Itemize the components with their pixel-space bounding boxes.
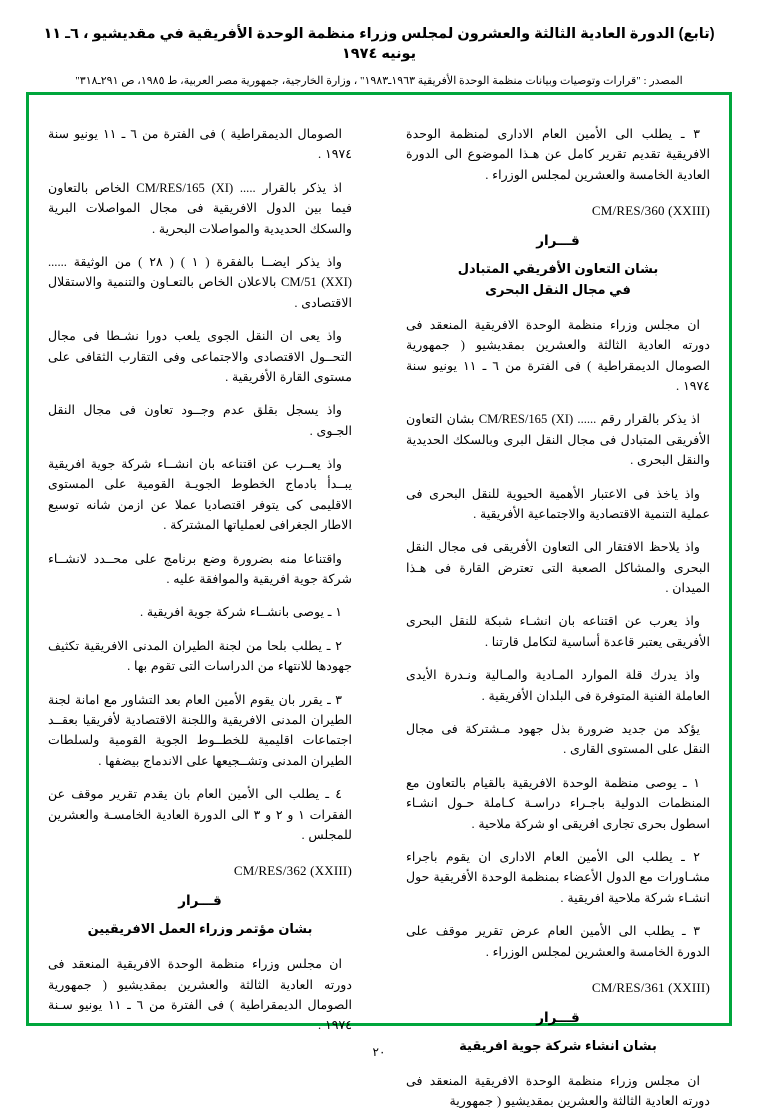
paragraph: ١ ـ يوصى منظمة الوحدة الافريقية بالقيام بالتعاون مع المنظمات الدولية باجـراء دراسـة كـاملة حـول انشـاء اسطول بحرى تجارى افريقى او شركة ملاحية . [406, 775, 710, 831]
paragraph: ٣ ـ يقرر بان يقوم الأمين العام بعد التشاور مع امانة لجنة الطيران المدنى الافريقية واللجنة الاقتصادية لأفريقيا بعقــد اجتماعات اقليمية للخطــوط الجوية القومية ولسلطات الطيران المدنى وتشــجيعها على الاندماج بيضفها . [48, 692, 352, 768]
resolution-subject: بشان مؤتمر وزراء العمل الافريقيين [87, 921, 313, 937]
paragraph: ٣ ـ يطلب الى الأمين العام الادارى لمنظمة الوحدة الافريقية تقديم تقرير كامل عن هـذا الموضوع الى الدورة العادية الخامسة والعشرين لمجلس الوزراء . [406, 127, 710, 182]
paragraph: واذ يسجل بقلق عدم وجــود تعاون فى مجال النقل الجـوى . [48, 403, 352, 438]
paragraph: واذ يعى ان النقل الجوى يلعب دورا نشـطا فى مجال التحــول الاقتصادى والاجتماعى وفى التقارب الثقافى على مستوى القارة الأفريقية . [48, 329, 352, 384]
page-number: ٢٠ [372, 1045, 386, 1059]
resolution-heading: قـــرار [536, 233, 580, 249]
paragraph: ٣ ـ يطلب الى الأمين العام عرض تقرير موقف على الدورة الخامسة والعشرين لمجلس الوزراء . [406, 924, 710, 959]
paragraph: ٢ ـ يطلب بلحا من لجنة الطيران المدنى الافريقية تكثيف جهودها للانتهاء من الدراسات التى تقوم بها . [48, 638, 352, 674]
paragraph: واذ يعــرب عن اقتناعه بان انشــاء شركة جوية افريقية يبــدأ بادماج الخطوط الجويـة القومية على المستوى الاقليمى كى يتوفر اقتصاديا عملا عن ازمن شانه توسيع الاطار الجغرافى لعملياتها المشتركة . [48, 457, 352, 533]
paragraph: اذ يذكر بالقرار ..... CM/RES/165 (XI) الخاص بالتعاون فيما بين الدول الافريقية فى مجال المواصلات البرية والسكك الحديدية والمواصلات البحرية . [48, 180, 352, 236]
page-header [0, 0, 758, 89]
paragraph: يؤكد من جديد ضرورة بذل جهود مـشتركة فى مجال النقل على المستوى القارى . [406, 722, 710, 757]
resolution-subject: بشان التعاون الأفريقي المتبادل في مجال النقل البحرى [457, 261, 659, 297]
paragraph: واذ يدرك قلة الموارد المـادية والمـالية ونـدرة الأيدى العاملة الفنية المتوفرة فى البلدان الأفريقية . [406, 668, 710, 703]
paragraph: الصومال الديمقراطية ) فى الفترة من ٦ ـ ١١ يونيو سنة ١٩٧٤ . [48, 127, 352, 162]
paragraph: واذ يعرب عن اقتناعه بان انشـاء شبكة للنقل البحرى الأفريقى يعتبر قاعدة أساسية لتكامل قارتنا . [406, 614, 710, 649]
column-right [392, 100, 724, 1109]
paragraph: واذ يذكر ايضــا بالفقرة ( ١ ) ( ٢٨ ) من الوثيقة ...... CM/51 (XXI) بالاعلان الخاص بالتعـاون والتنمية والاستقلال الاقتصادى . [48, 254, 352, 310]
paragraph: ٤ ـ يطلب الى الأمين العام بان يقدم تقرير موقف عن الفقرات ١ و ٢ و ٣ الى الدورة العادية الخامسـة والعشرين للمجلس . [48, 787, 352, 842]
source-note: المصدر : "قرارات وتوصيات وبيانات منظمة الوحدة الأفريقية ١٩٦٣ـ١٩٨٣" ، وزارة الخارجية، جمهورية مصر العربية، ط ١٩٨٥، ص ٢٩١ـ٣١٨" [75, 74, 683, 87]
resolution-heading: قـــرار [178, 893, 222, 909]
paragraph: ان مجلس وزراء منظمة الوحدة الافريقية المنعقد فى دورته العادية الثالثة والعشرين بمقديشيو ( جمهورية الصومال الديمقراطية ) فى الفترة من ٦ ـ ١١ يونيو سـنة ١٩٧٤ . [48, 957, 352, 1033]
paragraph: اذ يذكر بالقرار رقم ...... CM/RES/165 (XI) بشان التعاون الأفريقى المتبادل فى مجال النقل البرى وبالسكك الحديدية والنقل البحرى . [406, 412, 710, 468]
page-title: (تابع) الدورة العادية الثالثة والعشرون لمجلس وزراء منظمة الوحدة الأفريقية في مقديشيو ، ٦ـ ١١ يونيه ١٩٧٤ [43, 26, 715, 63]
paragraph: ان مجلس وزراء منظمة الوحدة الافريقية المنعقد فى دورته العادية الثالثة والعشرين بمقديشيو ( جمهورية [406, 1073, 710, 1109]
paragraph: ان مجلس وزراء منظمة الوحدة الافريقية المنعقد فى دورته العادية الثالثة والعشرين بمقديشيو ( جمهورية الصومال الديمقراطية ) فى الفترة من ٦ ـ ١١ يونيو سنة ١٩٧٤ . [406, 317, 710, 393]
paragraph: واذ يلاحظ الافتقار الى التعاون الأفريقى فى مجال النقل البحرى والمشاكل الصعبة التى تعترض القارة فى هـذا الميدان . [406, 540, 710, 596]
paragraph: ٢ ـ يطلب الى الأمين العام الادارى ان يقوم باجراء مشـاورات مع الدول الأعضاء بمنظمة الوحدة الأفريقية حول انشـاء شركة ملاحية افريقية . [406, 849, 710, 905]
resolution-code: CM/RES/362 (XXIII) [233, 863, 352, 879]
paragraph: واقتناعا منه بضرورة وضع برنامج على محــدد لانشــاء شركة جوية افريقية والموافقة عليه . [48, 551, 352, 587]
resolution-heading: قـــرار [536, 1009, 580, 1025]
resolution-code: CM/RES/361 (XXIII) [591, 979, 710, 995]
column-left [34, 100, 366, 1033]
paragraph: ١ ـ يوصى بانشــاء شركة جوية افريقية . [140, 605, 342, 620]
resolution-subject: بشان انشاء شركة جوية افريقية [459, 1037, 657, 1053]
paragraph: واذ ياخذ فى الاعتبار الأهمية الحيوية للنقل البحرى فى عملية التنمية الاقتصادية والاجتماعية الأفريقية . [406, 486, 710, 521]
resolution-code: CM/RES/360 (XXIII) [591, 203, 710, 219]
